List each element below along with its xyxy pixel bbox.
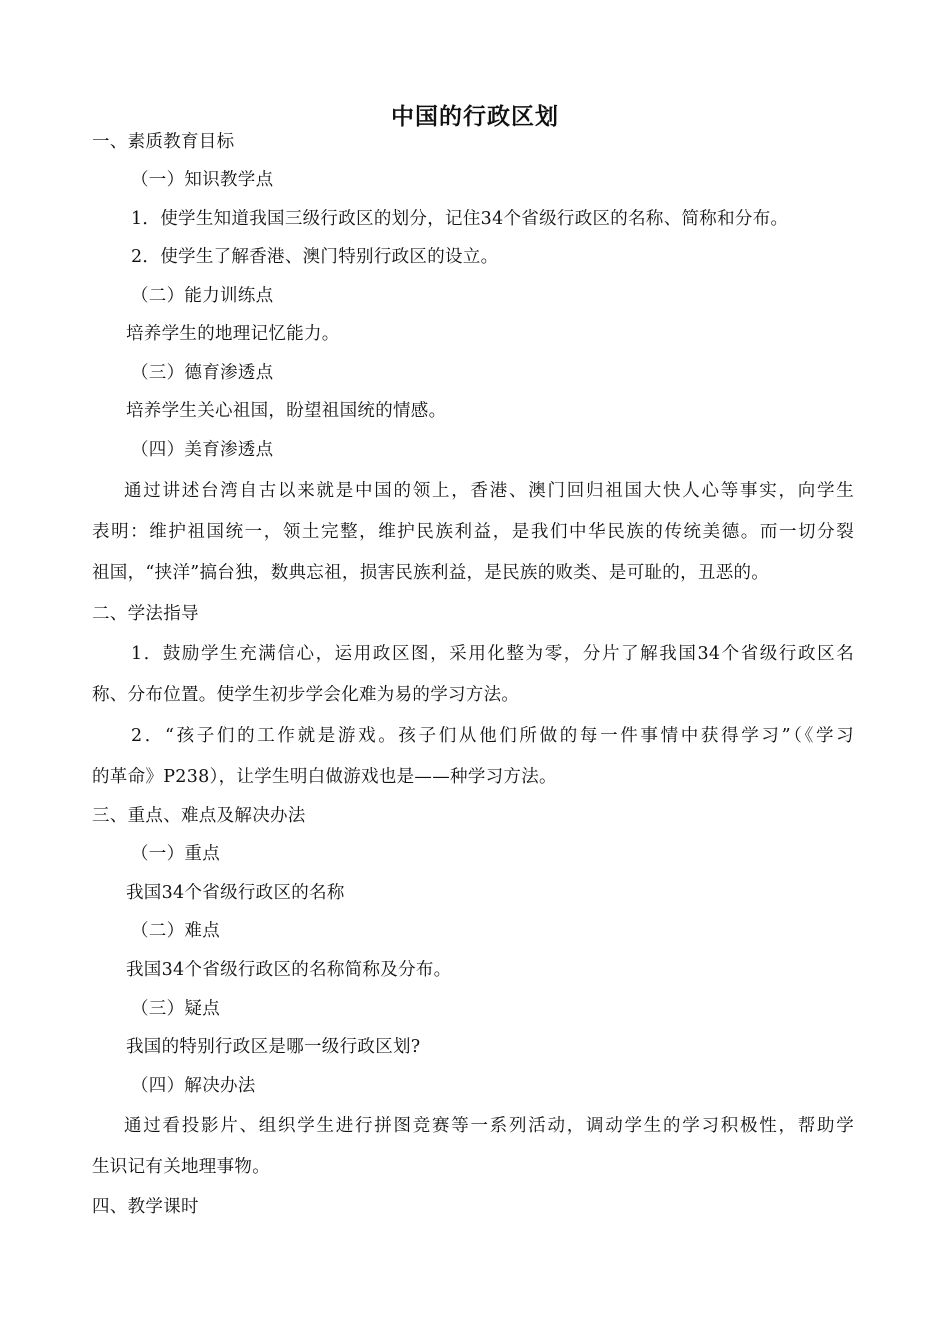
paragraph-line: 我国的特别行政区是哪一级行政区划? [126,1037,421,1057]
section-heading-4: 四、教学课时 [92,1197,199,1217]
subsection-heading: （一）重点 [131,844,220,864]
paragraph-line: 我国34个省级行政区的名称 [126,883,345,903]
subsection-heading: （一）知识教学点 [131,170,274,190]
paragraph-line: 通过讲述台湾自古以来就是中国的领上，香港、澳门回归祖国大快人心等事实，向学生 [124,481,854,501]
paragraph-line: 我国34个省级行政区的名称简称及分布。 [126,960,452,980]
subsection-heading: （二）难点 [131,921,220,941]
document-title: 中国的行政区划 [391,104,559,130]
paragraph-line: 生识记有关地理事物。 [92,1157,270,1177]
paragraph-line: 通过看投影片、组织学生进行拼图竞赛等一系列活动，调动学生的学习积极性，帮助学 [124,1116,854,1136]
section-heading-2: 二、学法指导 [92,604,199,624]
paragraph-line: 祖国，“挟洋”搞台独，数典忘祖，损害民族利益，是民族的败类、是可耻的，丑恶的。 [92,563,770,583]
subsection-heading: （三）疑点 [131,999,220,1019]
subsection-heading: （二）能力训练点 [131,286,274,306]
subsection-heading: （三）德育渗透点 [131,363,274,383]
paragraph-line: 的革命》P238），让学生明白做游戏也是——种学习方法。 [92,767,557,787]
paragraph-line: 1．使学生知道我国三级行政区的划分，记住34个省级行政区的名称、简称和分布。 [131,209,789,229]
paragraph-line: 称、分布位置。使学生初步学会化难为易的学习方法。 [92,685,520,705]
paragraph-line: 培养学生的地理记忆能力。 [126,324,340,344]
subsection-heading: （四）解决办法 [131,1076,256,1096]
paragraph-line: 2．“孩子们的工作就是游戏。孩子们从他们所做的每一件事情中获得学习”（《学习 [131,726,854,746]
paragraph-line: 1．鼓励学生充满信心，运用政区图，采用化整为零，分片了解我国34个省级行政区名 [131,644,854,664]
paragraph-line: 表明：维护祖国统一，领土完整，维护民族利益，是我们中华民族的传统美德。而一切分裂 [92,522,854,542]
paragraph-line: 2．使学生了解香港、澳门特别行政区的设立。 [131,247,499,267]
section-heading-3: 三、重点、难点及解决办法 [92,806,306,826]
subsection-heading: （四）美育渗透点 [131,440,274,460]
paragraph-line: 培养学生关心祖国，盼望祖国统的情感。 [126,401,447,421]
section-heading-1: 一、素质教育目标 [92,132,235,152]
